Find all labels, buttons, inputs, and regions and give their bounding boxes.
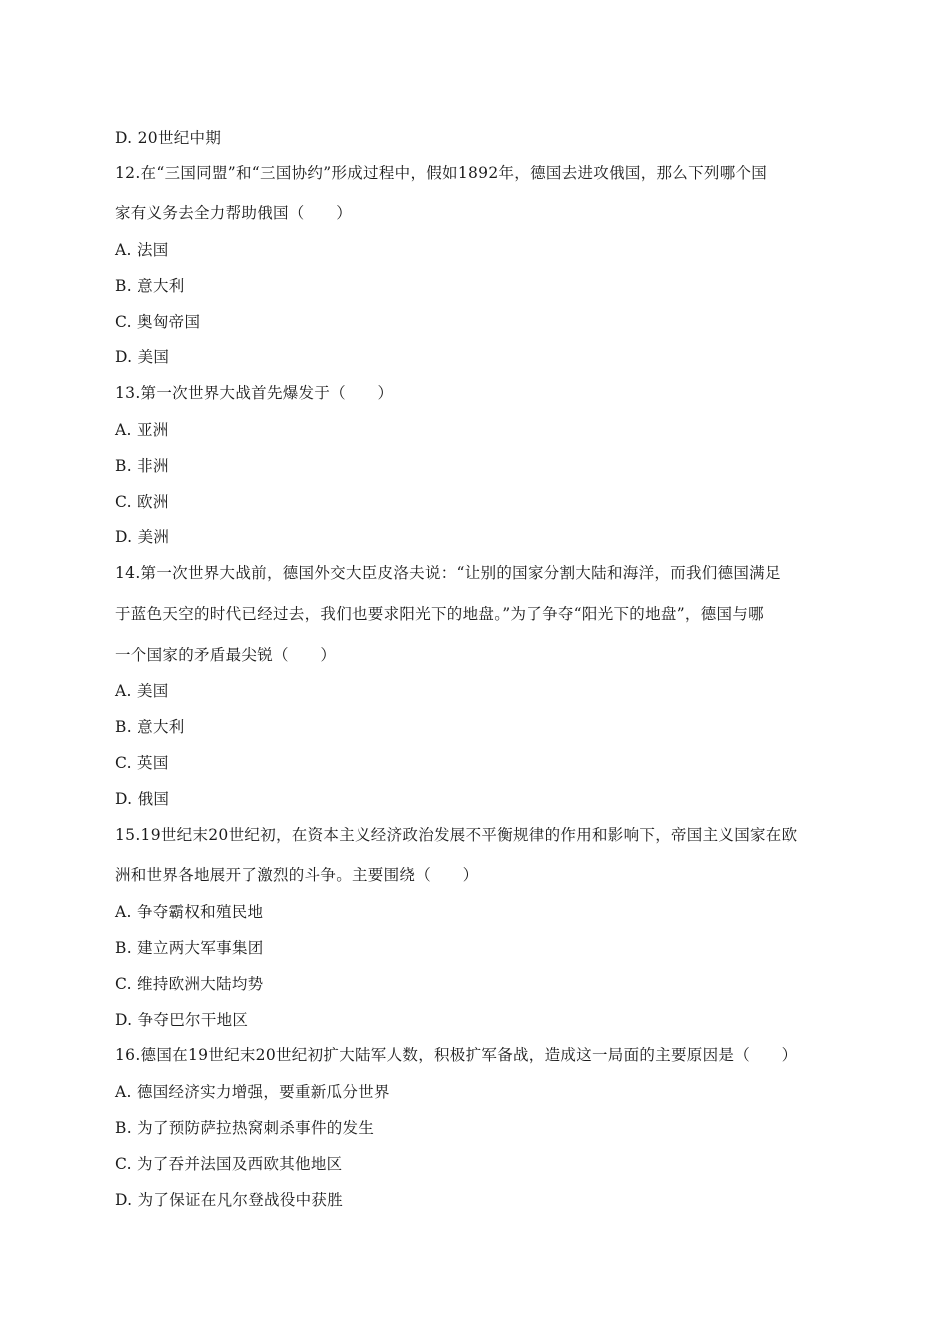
- q12-stem-line-1: 12.在“三国同盟”和“三国协约”形成过程中，假如1892年，德国去进攻俄国，那么下列哪个国: [115, 164, 768, 182]
- q15-stem-line-2: 洲和世界各地展开了激烈的斗争。主要围绕（ ）: [115, 866, 479, 884]
- q14-option-a: A. 美国: [115, 682, 169, 700]
- q14-stem-line-3: 一个国家的矛盾最尖锐（ ）: [115, 646, 337, 664]
- q13-option-d: D. 美洲: [115, 528, 170, 546]
- q12-stem-line-2: 家有义务去全力帮助俄国（ ）: [115, 204, 353, 222]
- q15-option-a: A. 争夺霸权和殖民地: [115, 903, 264, 921]
- q13-option-c: C. 欧洲: [115, 493, 169, 511]
- q14-option-d: D. 俄国: [115, 790, 170, 808]
- q12-option-b: B. 意大利: [115, 277, 185, 295]
- q13-stem: 13.第一次世界大战首先爆发于（ ）: [115, 384, 394, 402]
- q11-option-d: D. 20世纪中期: [115, 129, 222, 147]
- q16-stem: 16.德国在19世纪末20世纪初扩大陆军人数，积极扩军备战，造成这一局面的主要原因是（ ）: [115, 1046, 798, 1064]
- q14-stem-line-2: 于蓝色天空的时代已经过去，我们也要求阳光下的地盘。”为了争夺“阳光下的地盘”，德国与哪: [115, 605, 764, 623]
- q15-option-b: B. 建立两大军事集团: [115, 939, 264, 957]
- q12-option-c: C. 奥匈帝国: [115, 313, 201, 331]
- q15-option-c: C. 维持欧洲大陆均势: [115, 975, 264, 993]
- q16-option-d: D. 为了保证在凡尔登战役中获胜: [115, 1191, 344, 1209]
- q16-option-c: C. 为了吞并法国及西欧其他地区: [115, 1155, 343, 1173]
- q13-option-b: B. 非洲: [115, 457, 169, 475]
- q12-option-a: A. 法国: [115, 241, 169, 259]
- q14-option-c: C. 英国: [115, 754, 169, 772]
- q16-option-a: A. 德国经济实力增强，要重新瓜分世界: [115, 1083, 390, 1101]
- q14-option-b: B. 意大利: [115, 718, 185, 736]
- q14-stem-line-1: 14.第一次世界大战前，德国外交大臣皮洛夫说：“让别的国家分割大陆和海洋，而我们德国满足: [115, 564, 781, 582]
- q12-option-d: D. 美国: [115, 348, 170, 366]
- q15-option-d: D. 争夺巴尔干地区: [115, 1011, 249, 1029]
- q15-stem-line-1: 15.19世纪末20世纪初，在资本主义经济政治发展不平衡规律的作用和影响下，帝国主义国家在欧: [115, 826, 798, 844]
- q16-option-b: B. 为了预防萨拉热窝刺杀事件的发生: [115, 1119, 375, 1137]
- q13-option-a: A. 亚洲: [115, 421, 169, 439]
